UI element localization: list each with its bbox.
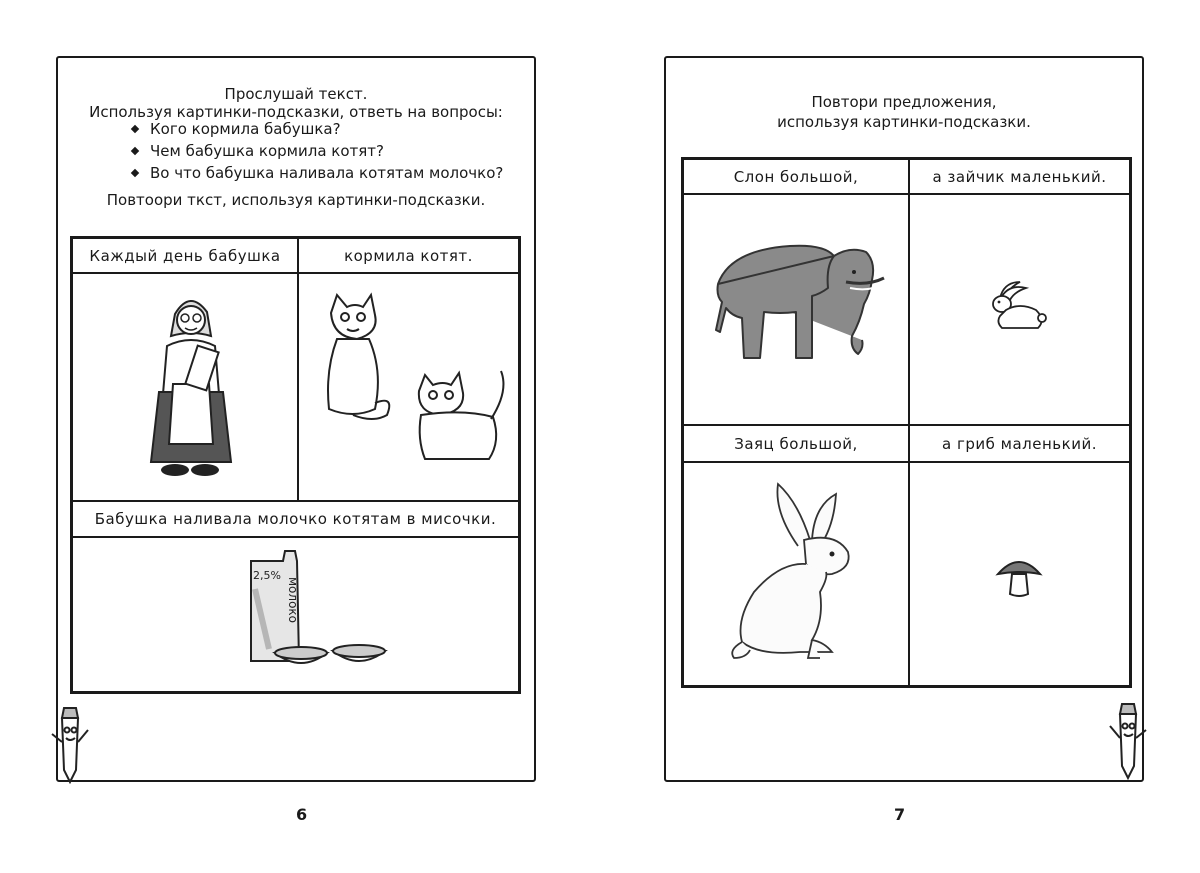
left-story-table bbox=[70, 236, 521, 694]
cell-label-mushroom-small: а гриб маленький. bbox=[942, 434, 1097, 453]
table-divider bbox=[684, 461, 1129, 463]
cell-label-elephant-big: Слон большой, bbox=[733, 167, 859, 186]
page-number-left: 6 bbox=[296, 805, 308, 824]
kittens-picture bbox=[313, 291, 513, 486]
page-number-right: 7 bbox=[894, 805, 906, 824]
question-list bbox=[128, 118, 503, 184]
table-divider bbox=[297, 239, 299, 500]
question-item: Кого кормила бабушка? bbox=[128, 118, 503, 140]
cell-label-bunny-small: а зайчик маленький. bbox=[932, 167, 1107, 186]
instruction-retell: Повтоори ткст, используя картинки-подсказки. bbox=[106, 191, 486, 209]
right-sentence-table bbox=[681, 157, 1132, 688]
milk-picture bbox=[223, 549, 413, 679]
instruction-listen: Прослушай текст. bbox=[224, 85, 368, 103]
table-divider bbox=[684, 193, 1129, 195]
instruction-using-hints: используя картинки-подсказки. bbox=[777, 113, 1031, 131]
question-item: Чем бабушка кормила котят? bbox=[128, 140, 503, 162]
cell-label-every-day: Каждый день бабушка bbox=[89, 246, 281, 265]
small-bunny-picture bbox=[980, 280, 1052, 336]
elephant-picture bbox=[700, 232, 895, 382]
milk-percent-label: 2,5% bbox=[253, 569, 281, 582]
table-divider bbox=[73, 272, 518, 274]
grandmother-picture bbox=[145, 284, 235, 484]
mushroom-picture bbox=[994, 550, 1044, 600]
pencil-mascot-icon bbox=[48, 704, 94, 784]
instruction-answer: Используя картинки-подсказки, ответь на вопросы: bbox=[89, 103, 503, 121]
milk-word-label: молоко bbox=[286, 577, 300, 623]
table-divider bbox=[73, 536, 518, 538]
cell-label-fed-kittens: кормила котят. bbox=[344, 246, 473, 265]
cell-label-hare-big: Заяц большой, bbox=[734, 434, 858, 453]
question-item: Во что бабушка наливала котятам молочко? bbox=[128, 162, 503, 184]
pencil-mascot-icon bbox=[1104, 700, 1150, 780]
instruction-repeat: Повтори предложения, bbox=[811, 93, 997, 111]
table-divider bbox=[908, 160, 910, 685]
hare-picture bbox=[720, 482, 880, 662]
cell-label-poured-milk: Бабушка наливала молочко котятам в мисочки. bbox=[94, 510, 497, 528]
